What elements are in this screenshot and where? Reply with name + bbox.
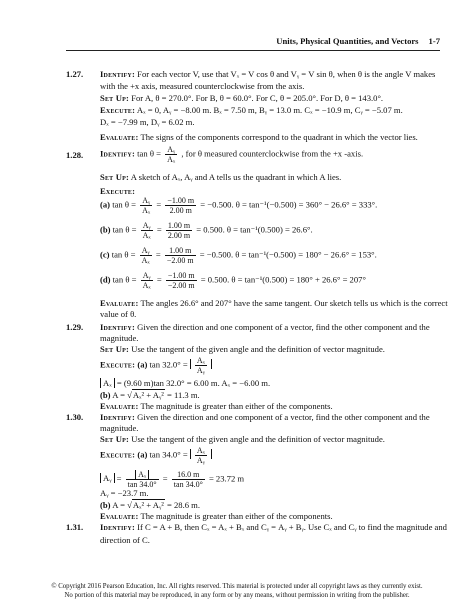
fraction <box>172 470 205 489</box>
identify-text: If C = A + B, then Cₓ = Aₓ + Bₓ and Cᵧ = Aᵧ + Bᵧ. Use Cₓ and Cᵧ to find the magnitude and <box>137 522 447 532</box>
fraction <box>126 470 159 489</box>
fraction-denominator: 2.00 m <box>169 206 192 215</box>
identify-line <box>100 145 363 164</box>
identify-pre: tan θ = <box>137 148 161 159</box>
evaluate-text: The magnitude is greater than either of the components. <box>140 401 333 411</box>
absolute-value: Aᵧ <box>100 473 115 483</box>
solution-part-d <box>100 271 366 290</box>
setup-line <box>100 434 385 444</box>
execute-label: Execute: <box>100 186 136 196</box>
part-lhs: tan 32.0° = <box>149 359 188 370</box>
equals-sign: = <box>156 224 162 235</box>
identify-line <box>100 322 430 332</box>
line-text: = (9.60 m)tan 32.0° = 6.00 m. Aₓ = −6.00 m. <box>116 378 271 388</box>
solution-part-a <box>100 196 377 215</box>
equals-sign: = <box>155 249 161 260</box>
fraction-numerator: −1.00 m <box>167 271 195 280</box>
problem-number: 1.28. <box>66 150 84 160</box>
identify-text: Given the direction and one component of a vector, find the other component and the <box>137 322 430 332</box>
fraction-denominator: Aₓ <box>142 206 151 215</box>
evaluate-text: The angles 26.6° and 207° have the same tangent. Our sketch tells us which is the correct <box>140 298 448 308</box>
fraction <box>166 221 192 240</box>
copyright-footer <box>40 582 434 600</box>
fraction-numerator: 16.0 m <box>172 470 205 480</box>
fraction <box>141 221 153 240</box>
identify-line-2: direction of C. <box>100 535 150 545</box>
identify-line <box>100 69 435 79</box>
evaluate-text: The signs of the components correspond to the quadrant in which the vector lies. <box>140 132 418 142</box>
setup-line <box>100 172 341 182</box>
solution-part-b <box>100 221 313 240</box>
fraction <box>141 271 153 290</box>
setup-text: Use the tangent of the given angle and the definition of vector magnitude. <box>131 344 385 354</box>
fraction <box>166 271 197 290</box>
execute-label: Execute: <box>100 449 136 460</box>
sqrt-icon: √ <box>127 500 132 510</box>
fraction <box>195 446 207 465</box>
fraction-denominator: Aₓ <box>142 231 151 240</box>
part-lhs: tan 34.0° = <box>149 449 188 460</box>
part-label: (a) <box>100 199 111 210</box>
execute-line-2 <box>100 378 270 388</box>
identify-post: , for θ measured counterclockwise from the +x -axis. <box>181 148 364 159</box>
identify-line-2: with the +x axis, measured counterclockwise from the axis. <box>100 81 305 91</box>
identify-line-2: magnitude. <box>100 333 139 343</box>
fraction-numerator: Aₓ <box>196 356 205 365</box>
setup-text: A sketch of Aₓ, Aᵧ and A tells us the quadrant in which A lies. <box>130 172 342 182</box>
fraction-denominator: tan 34.0° <box>127 480 157 489</box>
absolute-value: Aₓ <box>135 470 149 479</box>
fraction-numerator: 1.00 m <box>165 246 196 256</box>
part-label: (a) <box>137 449 148 460</box>
evaluate-label: Evaluate: <box>100 298 139 308</box>
setup-text: For A, θ = 270.0°. For B, θ = 60.0°. For C, θ = 205.0°. For D, θ = 143.0°. <box>131 93 384 103</box>
part-lhs: A = <box>112 390 125 400</box>
fraction-numerator <box>126 470 159 480</box>
header-page-number: 1-7 <box>428 36 440 46</box>
execute-line <box>100 356 212 375</box>
fraction-denominator: −2.00 m <box>167 281 195 290</box>
fraction <box>195 356 207 375</box>
absolute-value <box>190 356 212 375</box>
fraction-denominator: −2.00 m <box>166 256 194 265</box>
execute-line <box>100 446 212 465</box>
equals-sign: = <box>156 199 162 210</box>
fraction-denominator: Aᵧ <box>196 456 205 465</box>
line-text: = 23.72 m <box>208 473 245 484</box>
line-text: = 11.3 m. <box>166 390 200 400</box>
setup-line <box>100 93 383 103</box>
fraction-denominator: Aₓ <box>141 256 150 265</box>
execute-line-2: Aᵧ = $\frac{\text{Aₓ}}{\tan 34.0^\circ}$ = $\frac{16.0 m}{\tan 34.0^\circ}$ = 23.72 m <box>100 470 244 489</box>
execute-line <box>100 105 403 115</box>
absolute-value <box>190 446 212 465</box>
setup-line <box>100 344 385 354</box>
execute-heading <box>100 186 135 196</box>
part-result: = 0.500. θ = tan⁻¹(0.500) = 26.6°. <box>196 224 313 235</box>
fraction-denominator: tan 34.0° <box>173 480 203 489</box>
part-label: (b) <box>100 500 111 510</box>
setup-text: Use the tangent of the given angle and the definition of vector magnitude. <box>131 434 385 444</box>
footer-line-1: © Copyright 2016 Pearson Education, Inc. All rights reserved. This material is protected under all copyright laws as they currently exist. <box>51 583 423 590</box>
execute-line-2: Dₓ = −7.99 m, Dᵧ = 6.02 m. <box>100 117 195 127</box>
fraction-numerator: Aᵧ <box>141 221 153 231</box>
setup-label: Set Up: <box>100 172 130 182</box>
part-result: = −0.500. θ = tan⁻¹(−0.500) = 180° − 26.6° = 153°. <box>199 249 377 260</box>
problem-number: 1.31. <box>66 522 84 532</box>
identify-label: Identify: <box>100 148 136 159</box>
part-lhs: tan θ = <box>112 199 136 210</box>
fraction-denominator: Aᵧ <box>196 366 205 375</box>
fraction <box>165 196 196 215</box>
fraction-denominator: Aₓ <box>167 155 176 164</box>
execute-line-4 <box>100 500 200 510</box>
header-rule <box>66 50 440 51</box>
part-lhs: tan θ = <box>112 224 137 235</box>
part-lhs: tan θ = <box>111 249 136 260</box>
fraction-numerator: Aᵧ <box>141 271 153 281</box>
evaluate-line <box>100 132 418 142</box>
problem-number: 1.30. <box>66 412 84 422</box>
part-lhs: A = <box>112 500 125 510</box>
line-text: = 28.6 m. <box>166 500 200 510</box>
absolute-value: Aₓ <box>100 378 115 388</box>
execute-label: Execute: <box>100 105 136 115</box>
header-title: Units, Physical Quantities, and Vectors <box>276 36 419 46</box>
equals-sign: = <box>156 274 162 285</box>
part-label: (b) <box>100 390 111 400</box>
execute-line-3 <box>100 390 200 400</box>
identify-line-2: magnitude. <box>100 423 139 433</box>
fraction <box>165 246 196 265</box>
execute-text: Aₓ = 0, Aᵧ = −8.00 m. Bₓ = 7.50 m, Bᵧ = 13.0 m. Cₓ = −10.9 m, Cᵧ = −5.07 m. <box>136 105 403 115</box>
identify-label: Identify: <box>100 412 136 422</box>
part-result: = 0.500. θ = tan⁻¹(0.500) = 180° + 26.6° = 207° <box>200 274 366 285</box>
fraction-numerator: Aₓ <box>196 446 205 455</box>
evaluate-line-2: value of θ. <box>100 309 137 319</box>
part-label: (d) <box>100 274 111 285</box>
problem-number: 1.27. <box>66 69 84 79</box>
part-result: = −0.500. θ = tan⁻¹(−0.500) = 360° − 26.6° = 333°. <box>200 199 378 210</box>
evaluate-line <box>100 511 333 521</box>
fraction-denominator: Aₓ <box>142 281 151 290</box>
fraction-numerator: Aᵧ <box>140 246 152 256</box>
part-label: (b) <box>100 224 111 235</box>
identify-label: Identify: <box>100 322 136 332</box>
sqrt-icon: √ <box>127 390 132 400</box>
execute-line-3: Aᵧ = −23.7 m. <box>100 488 149 498</box>
identify-text: For each vector V, use that Vₓ = V cos θ and Vᵧ = V sin θ, when θ is the angle V makes <box>137 69 436 79</box>
fraction <box>140 196 152 215</box>
fraction-numerator: −1.00 m <box>167 196 195 205</box>
setup-label: Set Up: <box>100 93 130 103</box>
sqrt-radicand: Aₓ² + Aᵧ² <box>132 390 164 400</box>
evaluate-label: Evaluate: <box>100 511 139 521</box>
identify-line <box>100 522 447 532</box>
fraction-denominator: 2.00 m <box>167 231 191 240</box>
setup-label: Set Up: <box>100 344 130 354</box>
execute-label: Execute: <box>100 359 136 370</box>
fraction <box>165 145 177 164</box>
evaluate-line <box>100 298 448 308</box>
identify-line <box>100 412 430 422</box>
setup-label: Set Up: <box>100 434 130 444</box>
identify-text: Given the direction and one component of a vector, find the other component and the <box>137 412 430 422</box>
footer-line-2: No portion of this material may be reproduced, in any form or by any means, without permission in writing from the publisher. <box>64 592 410 599</box>
part-label: (a) <box>137 359 148 370</box>
evaluate-label: Evaluate: <box>100 401 139 411</box>
evaluate-label: Evaluate: <box>100 132 139 142</box>
running-header <box>66 36 440 46</box>
part-label: (c) <box>100 249 110 260</box>
problem-number: 1.29. <box>66 322 84 332</box>
fraction <box>140 246 152 265</box>
evaluate-text: The magnitude is greater than either of the components. <box>140 511 333 521</box>
identify-label: Identify: <box>100 69 136 79</box>
fraction-numerator: Aᵧ <box>140 196 152 206</box>
identify-label: Identify: <box>100 522 136 532</box>
fraction-numerator: Aᵧ <box>165 145 177 155</box>
solution-part-c <box>100 246 377 265</box>
part-lhs: tan θ = <box>112 274 137 285</box>
sqrt-radicand: Aₓ² + Aᵧ² <box>132 500 164 510</box>
evaluate-line <box>100 401 333 411</box>
fraction-numerator: 1.00 m <box>167 221 191 230</box>
